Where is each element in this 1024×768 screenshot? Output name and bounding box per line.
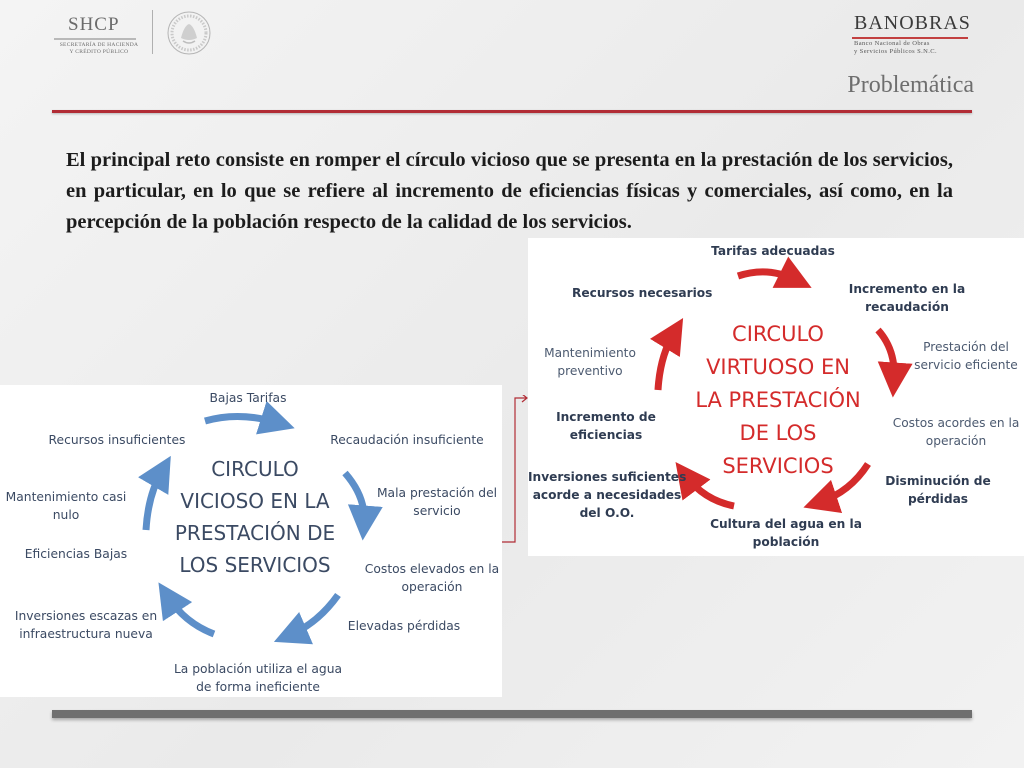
vicious-label-mala-prestacion: [372, 484, 502, 520]
vicious-cycle-title: [160, 453, 350, 581]
shcp-title: SHCP: [68, 14, 120, 35]
label-line: Incremento de: [556, 410, 656, 424]
label-line: nulo: [52, 508, 80, 522]
label-line: pérdidas: [907, 492, 969, 506]
shcp-logo-rule: [54, 38, 136, 40]
shcp-subtitle: [54, 42, 144, 56]
label-line: operación: [401, 580, 463, 594]
virtuous-arrow-2: [878, 330, 894, 380]
section-title: Problemática: [847, 72, 974, 98]
center-line: LA PRESTACIÓN: [695, 388, 861, 412]
virtuous-label-tarifas: [708, 242, 838, 260]
virtuous-label-prestacion: [908, 338, 1024, 374]
center-line: VIRTUOSO EN: [706, 355, 850, 379]
label-line: Recaudación insuficiente: [330, 433, 484, 447]
label-line: Mantenimiento casi: [5, 490, 127, 504]
banobras-subtitle-line1: Banco Nacional de Obras: [854, 40, 930, 47]
banobras-name: BANOBRAS: [854, 12, 971, 34]
label-line: Eficiencias Bajas: [24, 547, 128, 561]
virtuous-label-mantenimiento: [538, 344, 642, 380]
shcp-logo: [54, 12, 214, 60]
virtuous-label-perdidas: [880, 472, 996, 508]
center-line: VICIOSO EN LA: [180, 489, 330, 513]
vicious-label-poblacion: [168, 660, 348, 696]
virtuous-cycle-diagram: [528, 238, 1024, 556]
virtuous-label-inversiones: [528, 468, 686, 522]
virtuous-arrow-5: [658, 333, 674, 390]
vicious-label-eficiencias: [18, 545, 134, 563]
label-line: recaudación: [865, 300, 949, 314]
virtuous-arrow-1: [738, 272, 796, 280]
center-line: CIRCULO: [732, 322, 824, 346]
label-line: Mantenimiento: [544, 346, 636, 360]
virtuous-label-eficiencias: [554, 408, 658, 444]
label-line: de forma ineficiente: [196, 680, 320, 694]
virtuous-label-cultura: [706, 515, 866, 551]
label-line: Cultura del agua en la: [710, 517, 862, 531]
label-line: población: [752, 535, 820, 549]
vicious-arrow-3: [290, 595, 338, 635]
label-line: Recursos insuficientes: [48, 433, 186, 447]
label-line: Inversiones suficientes: [528, 470, 687, 484]
label-line: operación: [925, 434, 987, 448]
label-line: Recursos necesarios: [572, 286, 713, 300]
vicious-arrow-1: [205, 416, 278, 423]
vicious-label-recursos: [42, 431, 192, 449]
label-line: acorde a necesidades: [532, 488, 682, 502]
label-line: eficiencias: [569, 428, 643, 442]
banobras-subtitle: [854, 40, 974, 56]
label-line: Costos elevados en la: [364, 562, 500, 576]
label-line: preventivo: [557, 364, 623, 378]
title-divider: [52, 110, 972, 113]
vicious-arrow-4: [168, 597, 214, 634]
mexico-seal-icon: [166, 10, 212, 56]
body-paragraph: El principal reto consiste en romper el círculo vicioso que se presenta en la prestación de los servicios, en particular, en lo que se refiere al incremento de eficiencias físicas y comerciales, así como, en la percepción de la población respecto de la calidad de los servicios.: [66, 148, 953, 233]
vicious-label-costos-elevados: [362, 560, 502, 596]
label-line: Inversiones escazas en: [14, 609, 158, 623]
virtuous-label-recursos: [572, 284, 713, 302]
label-line: Elevadas pérdidas: [347, 619, 461, 633]
center-line: LOS SERVICIOS: [179, 553, 331, 577]
virtuous-label-recaudacion: [842, 280, 972, 316]
label-line: del O.O.: [579, 506, 635, 520]
label-line: Prestación del: [923, 340, 1009, 354]
footer-bar: [52, 710, 972, 718]
shcp-subtitle-line2: Y CRÉDITO PÚBLICO: [69, 49, 129, 55]
center-line: DE LOS: [739, 421, 817, 445]
vicious-label-mantenimiento: [0, 488, 132, 524]
label-line: Tarifas adecuadas: [711, 244, 835, 258]
vicious-cycle-diagram: [0, 385, 502, 697]
vicious-label-bajas-tarifas: [188, 389, 308, 407]
shcp-divider: [152, 10, 153, 54]
vicious-label-recaudacion: [328, 431, 486, 449]
banobras-subtitle-line2: y Servicios Públicos S.N.C.: [854, 48, 938, 55]
banobras-logo: [850, 12, 974, 56]
vicious-label-elevadas-perdidas: [344, 617, 464, 635]
shcp-subtitle-line1: SECRETARÍA DE HACIENDA: [59, 42, 139, 48]
label-line: infraestructura nueva: [19, 627, 153, 641]
center-line: CIRCULO: [211, 457, 299, 481]
center-line: PRESTACIÓN DE: [174, 521, 336, 545]
label-line: Bajas Tarifas: [209, 391, 287, 405]
label-line: Incremento en la: [848, 282, 966, 296]
connector-arrow: [500, 395, 530, 545]
center-line: SERVICIOS: [722, 454, 834, 478]
banobras-rule: [852, 37, 968, 39]
label-line: Disminución de: [885, 474, 991, 488]
label-line: servicio eficiente: [914, 358, 1018, 372]
label-line: Mala prestación del: [376, 486, 498, 500]
virtuous-cycle-title: [678, 318, 878, 483]
label-line: servicio: [413, 504, 461, 518]
label-line: La población utiliza el agua: [173, 662, 343, 676]
virtuous-label-costos: [888, 414, 1024, 450]
vicious-label-inversiones: [8, 607, 164, 643]
label-line: Costos acordes en la: [892, 416, 1020, 430]
